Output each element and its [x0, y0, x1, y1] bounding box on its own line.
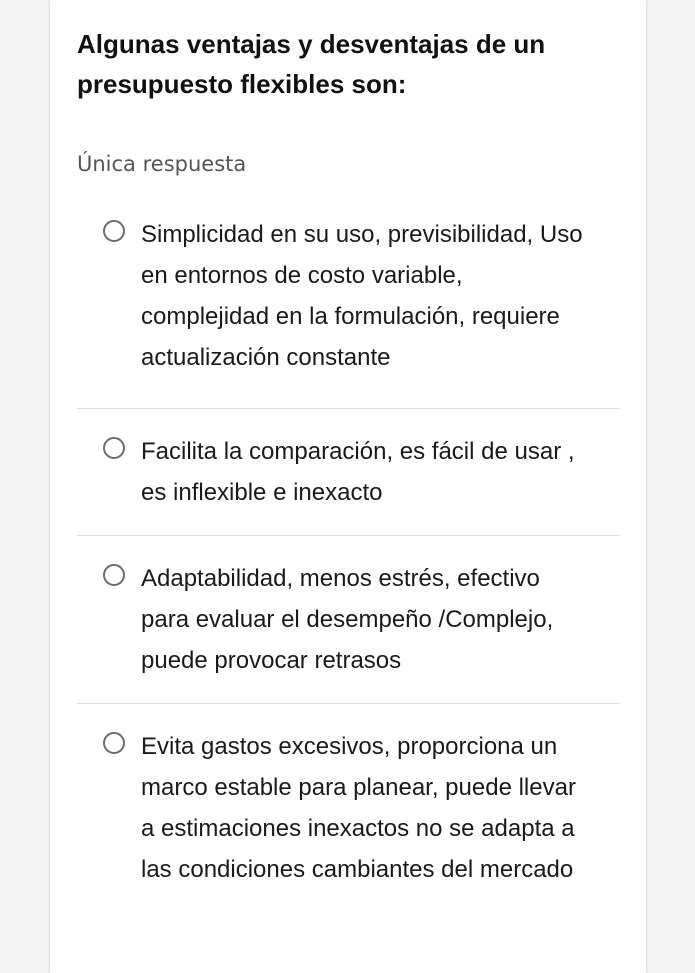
option-label: Evita gastos excesivos, proporciona un marco estable para planear, puede llevar a estimaciones inexactos no se adapta a las condiciones cambiantes del mercado	[141, 733, 576, 883]
option-2[interactable]	[77, 409, 620, 536]
option-4[interactable]	[77, 704, 620, 912]
question-card	[50, 0, 646, 973]
radio-button-icon[interactable]	[103, 564, 125, 586]
question-text: Algunas ventajas y desventajas de un presupuesto flexibles son:	[77, 29, 546, 99]
option-label: Simplicidad en su uso, previsibilidad, Uso en entornos de costo variable, complejidad en la formulación, requiere actualización constante	[141, 221, 583, 371]
answer-mode-label: Única respuesta	[77, 152, 247, 176]
option-1[interactable]	[77, 214, 620, 409]
option-label: Adaptabilidad, menos estrés, efectivo para evaluar el desempeño /Complejo, puede provocar retrasos	[141, 565, 554, 674]
option-label: Facilita la comparación, es fácil de usar , es inflexible e inexacto	[141, 438, 575, 506]
radio-button-icon[interactable]	[103, 220, 125, 242]
radio-button-icon[interactable]	[103, 732, 125, 754]
radio-button-icon[interactable]	[103, 437, 125, 459]
options-list	[77, 214, 620, 912]
option-3[interactable]	[77, 536, 620, 704]
